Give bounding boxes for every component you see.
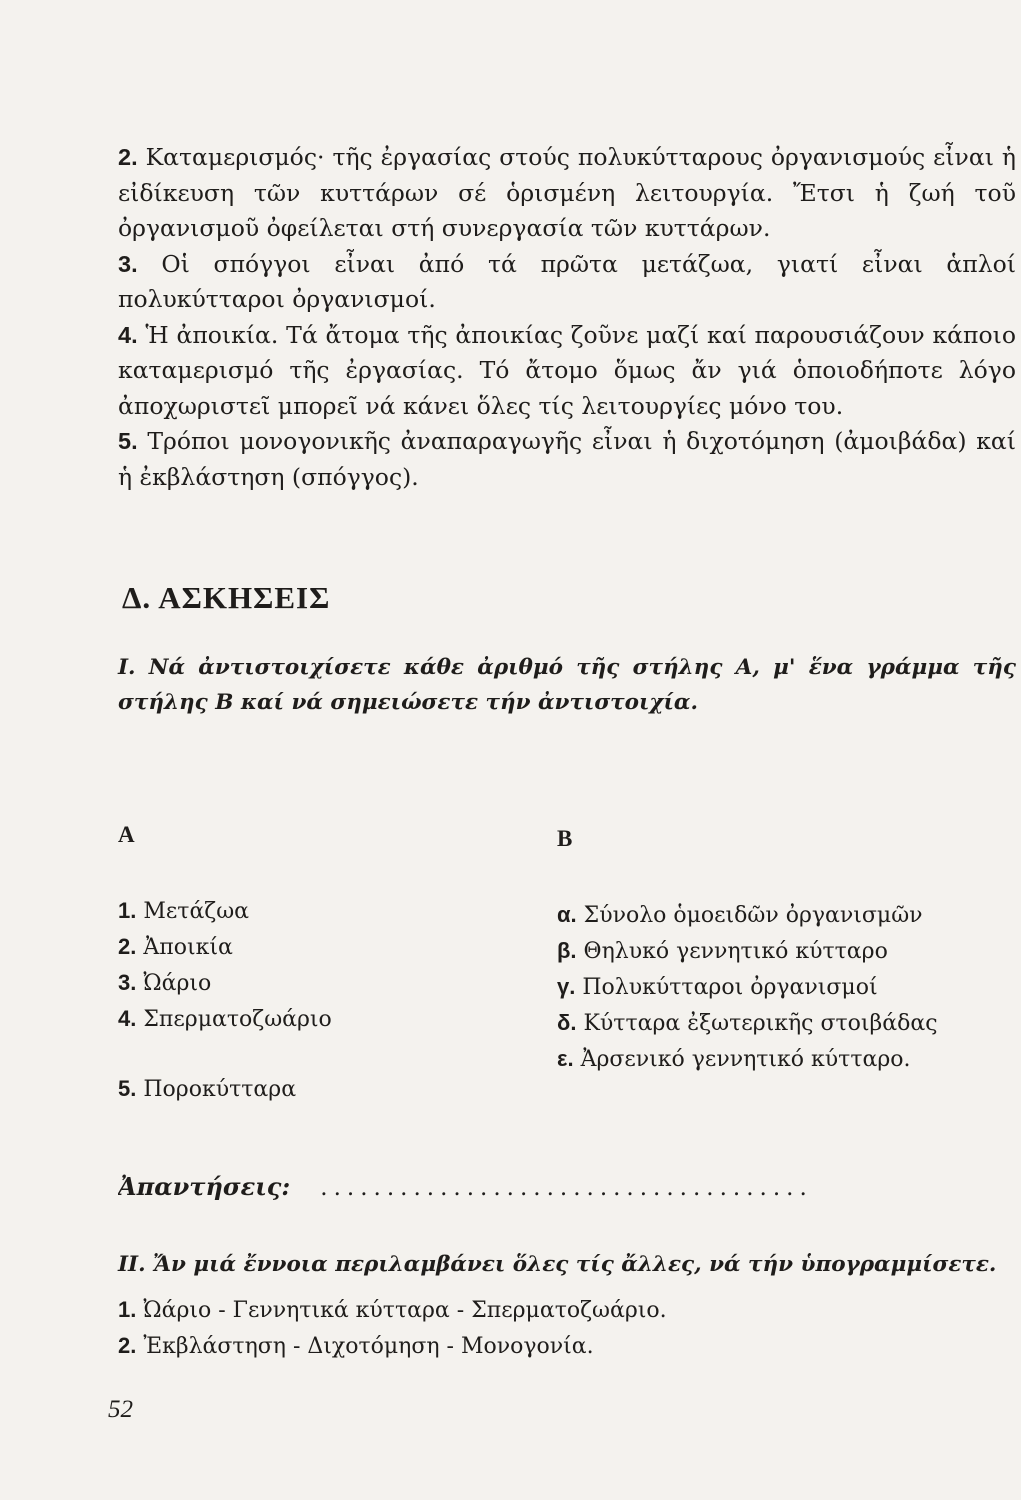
column-b-item — [557, 1041, 1017, 1077]
exercise1-instruction: I. Νά ἀντιστοιχίσετε κάθε ἀριθμό τῆς στήλης Α, μ' ἕνα γράμμα τῆς στήλης Β καί νά σημειώσετε τήν ἀντιστοιχία. — [118, 655, 1016, 715]
column-b-item — [557, 969, 1017, 1005]
answer-item — [118, 247, 1016, 318]
column-b-header: Β — [557, 826, 573, 851]
item-text: Κύτταρα ἐξωτερικῆς στοιβάδας — [583, 1011, 938, 1036]
answer-text: Τρόποι μονογονικῆς ἀναπαραγωγῆς εἶναι ἡ διχοτόμηση (ἀμοιβάδα) καί ἡ ἐκβλάστηση (σπόγγος). — [118, 427, 1016, 491]
item-text: Θηλυκό γεννητικό κύτταρο — [583, 939, 888, 964]
column-a-item — [118, 1071, 332, 1107]
answer-item — [118, 140, 1016, 247]
item-text: Μετάζωα — [143, 899, 250, 924]
column-a-item — [118, 929, 332, 965]
item-letter: ε. — [557, 1046, 574, 1071]
answer-item — [118, 424, 1016, 495]
answers-label: Ἀπαντήσεις: — [118, 1172, 291, 1201]
page-number: 52 — [108, 1396, 133, 1423]
section-heading: Δ. ΑΣΚΗΣΕΙΣ — [122, 580, 331, 615]
exercise2-list — [118, 1292, 1008, 1364]
item-text: Ὠάριο - Γεννητικά κύτταρα - Σπερματοζωάριο. — [143, 1298, 667, 1323]
item-letter: γ. — [557, 974, 576, 999]
column-a-header: Α — [118, 822, 135, 847]
answer-number: 3. — [118, 250, 138, 277]
answer-number: 2. — [118, 144, 138, 170]
column-b-item — [557, 1005, 967, 1041]
item-text: Ποροκύτταρα — [143, 1077, 297, 1102]
answer-text: Οἱ σπόγγοι εἶναι ἀπό τά πρῶτα μετάζωα, γιατί εἶναι ἁπλοί πολυκύτταροι ὀργανισμοί. — [118, 249, 1016, 313]
answers-line — [118, 1172, 1008, 1201]
item-letter: δ. — [557, 1010, 577, 1035]
item-number: 1. — [118, 1297, 137, 1322]
exercise2-instruction: II. Ἄν μιά ἔννοια περιλαμβάνει ὅλες τίς ἄλλες, νά τήν ὑπογραμμίσετε. — [118, 1252, 997, 1277]
item-text: Ἐκβλάστηση - Διχοτόμηση - Μονογονία. — [143, 1334, 594, 1359]
answers-dots: ..................................... — [320, 1175, 813, 1201]
spacer — [118, 1037, 332, 1071]
item-number: 2. — [118, 934, 137, 959]
column-a-item — [118, 893, 332, 929]
column-b-item — [557, 933, 1017, 969]
column-b-item — [557, 897, 1017, 933]
answer-item — [118, 318, 1016, 425]
item-letter: β. — [557, 938, 577, 963]
answer-text: Καταμερισμός· τῆς ἐργασίας στούς πολυκύτταρους ὀργανισμούς εἶναι ἡ εἰδίκευση τῶν κυττάρων σέ ὁρισμένη λειτουργία. Ἔτσι ἡ ζωή τοῦ ὀργανισμοῦ ὀφείλεται στή συνεργασία τῶν κυττάρων. — [118, 143, 1016, 242]
column-a-list — [118, 893, 332, 1107]
item-text: Πολυκύτταροι ὀργανισμοί — [582, 975, 878, 1000]
item-number: 2. — [118, 1333, 137, 1358]
item-number: 5. — [118, 1076, 137, 1101]
item-text: Σπερματοζωάριο — [143, 1007, 332, 1032]
item-text: Ἀποικία — [143, 935, 233, 960]
answer-number: 5. — [118, 428, 138, 454]
column-a-item — [118, 1001, 332, 1037]
exercise2-item — [118, 1292, 1008, 1328]
exercise2-item — [118, 1328, 1008, 1364]
item-number: 3. — [118, 970, 137, 995]
answer-number: 4. — [118, 321, 138, 348]
column-a-item — [118, 965, 332, 1001]
answers-block — [118, 140, 1016, 495]
item-number: 4. — [118, 1006, 137, 1031]
answer-text: Ἡ ἀποικία. Τά ἄτομα τῆς ἀποικίας ζοῦνε μαζί καί παρουσιάζουν κάποιο καταμερισμό τῆς ἐργασίας. Τό ἄτομο ὅμως ἄν γιά ὁποιοδήποτε λόγο ἀποχωριστεῖ μπορεῖ νά κάνει ὅλες τίς λειτουργίες μόνο του. — [118, 320, 1016, 420]
column-b-list — [557, 897, 1017, 1077]
item-number: 1. — [118, 898, 137, 923]
item-text: Σύνολο ὁμοειδῶν ὀργανισμῶν — [583, 903, 923, 928]
item-text: Ὠάριο — [143, 971, 212, 996]
item-text: Ἀρσενικό γεννητικό κύτταρο. — [580, 1047, 911, 1072]
item-letter: α. — [557, 902, 577, 927]
